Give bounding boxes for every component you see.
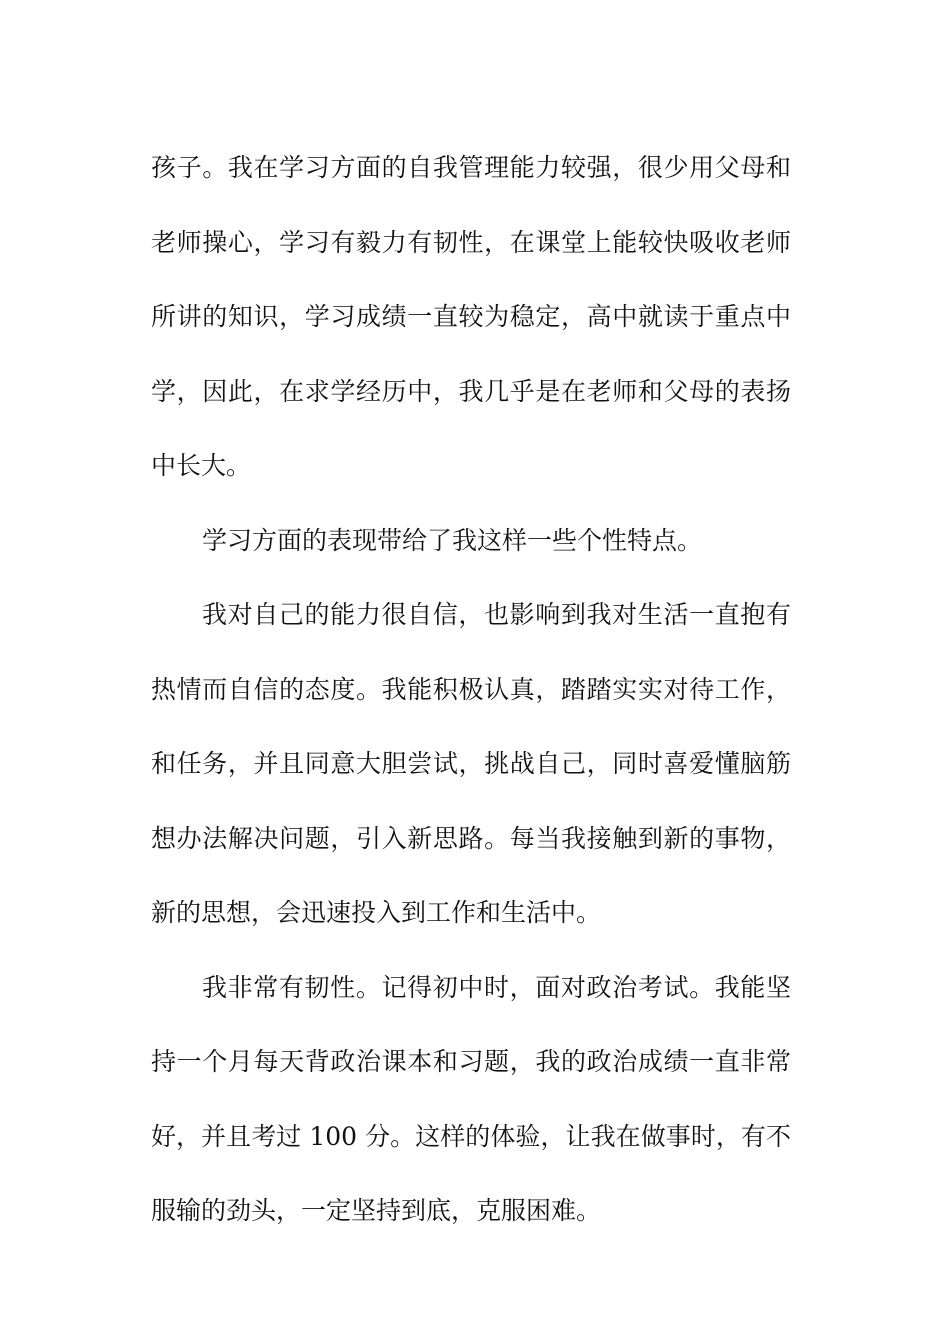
text-line: 想办法解决问题，引入新思路。每当我接触到新的事物，	[151, 823, 791, 853]
paragraph-1	[151, 131, 791, 504]
body-text	[151, 131, 791, 1249]
text-line: 热情而自信的态度。我能积极认真，踏踏实实对待工作，	[151, 674, 791, 704]
text-line: 孩子。我在学习方面的自我管理能力较强，很少用父母和	[151, 153, 791, 182]
text-line: 服输的劲头，一定坚持到底，克服困难。	[151, 1196, 602, 1225]
text-line: 和任务，并且同意大胆尝试，挑战自己，同时喜爱懂脑筋	[151, 749, 791, 778]
text-line: 老师操心，学习有毅力有韧性，在课堂上能较快吸收老师	[151, 227, 791, 257]
text-line: 持一个月每天背政治课本和习题，我的政治成绩一直非常	[151, 1047, 791, 1076]
text-line: 新的思想，会迅速投入到工作和生活中。	[151, 898, 602, 927]
paragraph-4	[151, 951, 791, 1249]
paragraph-2	[151, 504, 791, 579]
paragraph-3	[151, 578, 791, 951]
text-line: 好，并且考过 100 分。这样的体验，让我在做事时，有不	[151, 1121, 791, 1151]
text-line: 我对自己的能力很自信，也影响到我对生活一直抱有	[202, 600, 791, 629]
text-line: 学，因此，在求学经历中，我几乎是在老师和父母的表扬	[151, 376, 791, 406]
text-line: 我非常有韧性。记得初中时，面对政治考试。我能坚	[202, 972, 791, 1002]
text-line: 所讲的知识，学习成绩一直较为稳定，高中就读于重点中	[151, 302, 791, 331]
text-line: 学习方面的表现带给了我这样一些个性特点。	[202, 525, 703, 555]
text-line: 中长大。	[151, 451, 252, 480]
